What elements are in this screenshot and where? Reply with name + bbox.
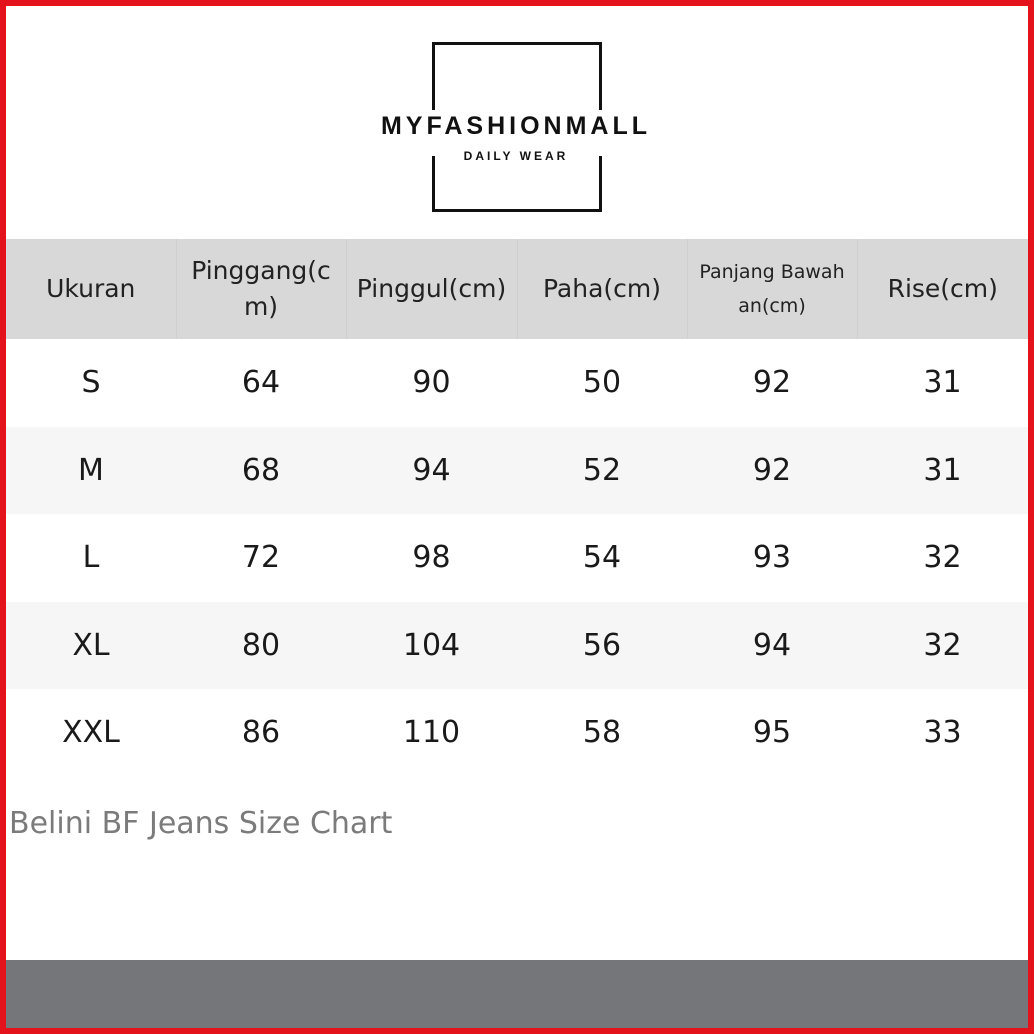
table-row [6,339,1028,427]
header-size: Ukuran [6,239,176,339]
cell-size: XL [6,602,176,690]
cell-thigh: 56 [517,602,687,690]
header-hip: Pinggul(cm) [346,239,517,339]
cell-thigh: 50 [582,365,622,401]
cell-hem: 92 [752,365,792,401]
brand-logo-title: MYFASHIONMALL [380,112,652,140]
cell-hip: 94 [346,427,517,515]
size-chart-table [6,239,1028,777]
cell-size: L [82,540,100,576]
cell-waist: 64 [241,365,281,401]
cell-hip: 104 [346,602,517,690]
cell-hip: 90 [412,365,451,401]
brand-logo-tagline: DAILY WEAR [463,149,569,163]
cell-thigh: 54 [582,540,622,576]
cell-hem: 92 [687,427,857,515]
cell-waist: 68 [176,427,346,515]
header-thigh: Paha(cm) [517,239,687,339]
table-row [6,689,1028,777]
cell-rise: 31 [923,365,962,401]
cell-thigh: 58 [582,715,622,751]
size-chart-image [6,6,1028,1028]
cell-rise: 31 [857,427,1028,515]
cell-size: S [81,365,101,401]
header-hem: Panjang Bawah an(cm) [687,239,857,339]
cell-size: M [6,427,176,515]
cell-hip: 110 [402,715,461,751]
cell-rise: 32 [923,540,962,576]
table-row [6,427,1028,515]
cell-waist: 72 [241,540,281,576]
bottom-band [6,960,1028,1028]
chart-caption: Belini BF Jeans Size Chart [9,806,393,841]
cell-waist: 80 [176,602,346,690]
cell-hem: 94 [687,602,857,690]
header-waist: Pinggang(c m) [176,239,346,339]
header-rise: Rise(cm) [857,239,1028,339]
cell-hem: 95 [752,715,792,751]
cell-hip: 98 [412,540,451,576]
table-row [6,514,1028,602]
cell-waist: 86 [241,715,281,751]
cell-rise: 32 [857,602,1028,690]
cell-thigh: 52 [517,427,687,515]
table-header-row [6,239,1028,339]
cell-size: XXL [62,715,120,751]
cell-hem: 93 [752,540,792,576]
cell-rise: 33 [923,715,962,751]
table-row [6,602,1028,690]
